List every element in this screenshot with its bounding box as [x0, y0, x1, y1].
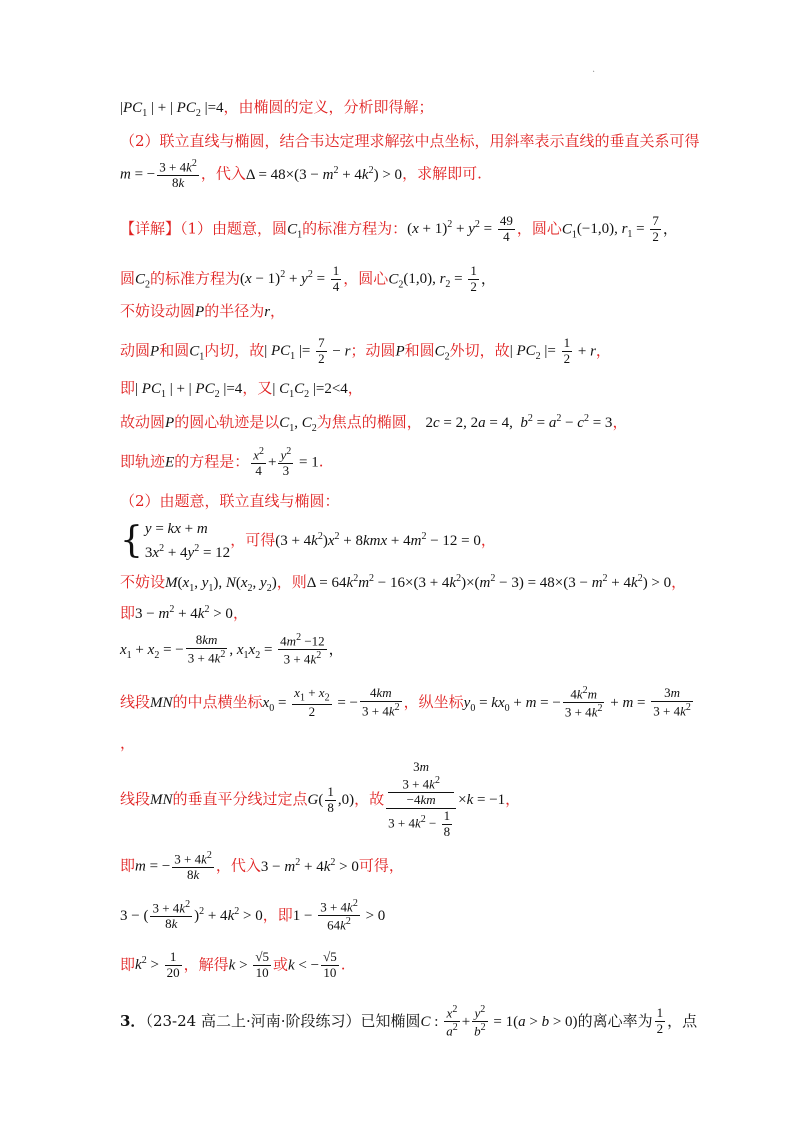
line-8: 即| $PC_1$ | + | $PC_2$ |=4，又| $C_1C_2$ |=2<4，	[120, 379, 363, 400]
corner-mark: .	[592, 64, 596, 75]
line-14: 即$3 - m^2 + 4k^2 > 0$，	[120, 604, 248, 622]
line-20: 3 − ( $\frac{3 + 4k^2}{8k}$ )$^2 + 4k^2 > 0$，即1 − $\frac{3 + 4k^2}{64k^2}$ > 0	[120, 898, 386, 933]
line-16: 线段MN的中点横坐标$x_0$ = $\frac{x_1 + x_2}{2}$ = − $\frac{4km}{3 + 4k^2}$ ，纵坐标$y_0 = kx_0 + m$ = − $\frac{4k^2m}{3 + 4k^2}$ + m = $\frac{3m}{3 + 4k^2}$	[120, 684, 691, 720]
line-19: 即m = − $\frac{3 + 4k^2}{8k}$ ，代入$3 - m^2 + 4k^2 > 0$可得，	[120, 850, 404, 883]
line-4: 【详解】（1）由题意，圆$C_1$的标准方程为：$(x + 1)^2 + y^2$ = $\frac{49}{4}$ ，圆心$C_1(-1,0)$, $r_1$ = $\frac{7}{2}$ ，	[120, 213, 678, 244]
line-7: 动圆P和圆$C_1$内切，故| $PC_1$ |= $\frac{7}{2}$ − r；动圆P和圆$C_2$外切，故| $PC_2$ |= $\frac{1}{2}$ + r，	[120, 335, 611, 366]
line-11: （2）由题意，联立直线与椭圆：	[120, 492, 340, 510]
line-9: 故动圆P的圆心轨迹是以$C_1$, $C_2$为焦点的椭圆， 2c = 2, 2a = 4, $b^2 = a^2 - c^2 = 3$，	[120, 413, 628, 434]
line-6: 不妨设动圆P的半径为r，	[120, 302, 286, 320]
line-2: （2）联立直线与椭圆，结合韦达定理求解弦中点坐标，用斜率表示直线的垂直关系可得	[120, 132, 700, 150]
line-10: 即轨迹E的方程是： $\frac{x^2}{4}$ + $\frac{y^2}{3}$ = 1.	[120, 446, 324, 479]
line-21: 即$k^2$ > $\frac{1}{20}$ ，解得k > $\frac{√5}{10}$ 或k < − $\frac{√5}{10}$ .	[120, 949, 346, 980]
line-15: $x_1 + x_2$ = − $\frac{8km}{3 + 4k^2}$ , $x_1x_2$ = $\frac{4m^2 -12}{3 + 4k^2}$ ，	[120, 632, 344, 667]
line-17: ，	[120, 734, 136, 752]
line-13: 不妨设$M(x_1$, $y_1$), $N(x_2$, $y_2$)，则$\Delta = 64k^2m^2 - 16\times(3 + 4k^2)\times(m^2 - 3) = 48\times(3 - m^2 + 4k^2) > 0$，	[120, 573, 687, 594]
line-18: 线段MN的垂直平分线过定点G( $\frac{1}{8}$ ,0)，故 3m $3 + 4k^2$ −4km $3 + 4k^2$ − $\frac{1}{8}$ ×k = −1，	[120, 759, 521, 840]
line-1: $|PC_1$ | + | $PC_2$ |=4，由椭圆的定义，分析即得解；	[120, 98, 434, 119]
line-12: { y = kx + m $3x^2 + 4y^2 = 12$ ，可得$(3 + 4k^2)x^2 + 8kmx + 4m^2 - 12 = 0$，	[120, 520, 496, 561]
text: ，由椭圆的定义，分析即得解；	[223, 98, 434, 116]
line-3: m = − $\frac{3 + 4k^2}{8k}$ ，代入$\Delta = 48\times(3 - m^2 + 4k^2) > 0$，求解即可.	[120, 158, 482, 191]
line-5: 圆$C_2$的标准方程为$(x - 1)^2 + y^2$ = $\frac{1}{4}$ ，圆心$C_2(1,0)$, $r_2$ = $\frac{1}{2}$ ，	[120, 263, 496, 294]
question-3: 3．（23-24 高二上·河南·阶段练习）已知椭圆C : $\frac{x^2}{a^2}$ + $\frac{y^2}{b^2}$ = 1(a > b > 0)的离心率为 $\frac{1}{2}$ ，点	[120, 1004, 698, 1039]
